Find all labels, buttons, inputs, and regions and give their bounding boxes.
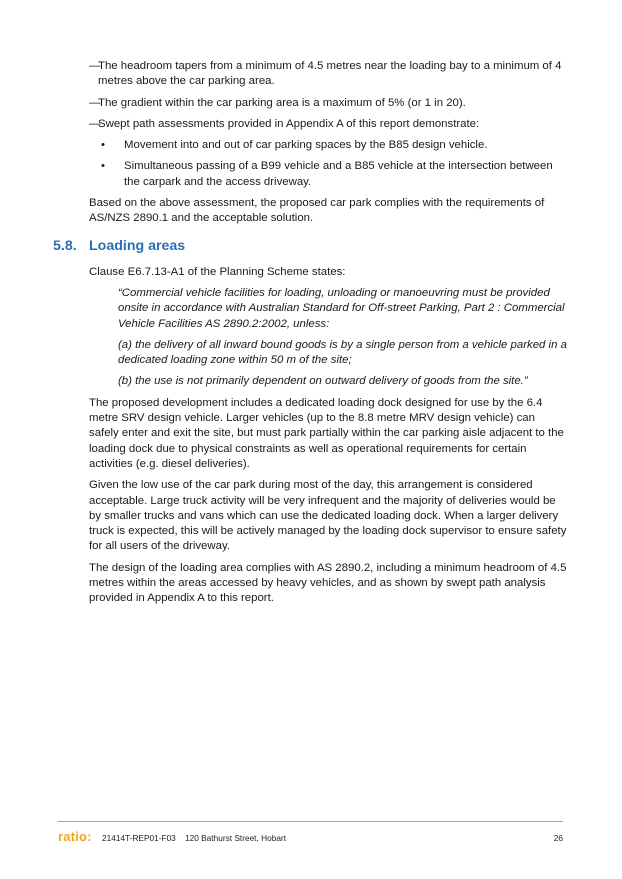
section-heading <box>53 237 567 255</box>
sub-list-item <box>89 138 567 153</box>
quote-paragraph: “Commercial vehicle facilities for loading, unloading or manoeuvring must be provided onsite in accordance with Australian Standard for Off-street Parking, Part 2 : Commercial Vehicle Facilities AS 2890.2:2002, unless: <box>118 286 565 330</box>
list-item <box>89 117 567 132</box>
bullet-marker: • <box>101 160 105 173</box>
list-item <box>89 96 567 111</box>
body-paragraph: The proposed development includes a dedicated loading dock designed for use by the 6.4 metre SRV design vehicle. Larger vehicles (up to the 8.8 metre MRV design vehicle) can safely enter and exit the site, but must park partially within the car parking aisle adjacent to the loading dock due to physical constraints as well as operational requirements for certain activities (e.g. diesel deliveries). <box>89 396 564 470</box>
dash-marker: — <box>89 60 101 72</box>
quote-paragraph: (a) the delivery of all inward bound goods is by a single person from a vehicle parked in a dedicated loading zone within 50 m of the site; <box>118 338 567 367</box>
section-number: 5.8. <box>53 237 77 254</box>
ratio-logo: ratio: <box>58 829 92 844</box>
quote-paragraph: (b) the use is not primarily dependent on outward delivery of goods from the site.” <box>118 375 528 388</box>
section-title: Loading areas <box>89 237 186 254</box>
list-item-text: The headroom tapers from a minimum of 4.5 metres near the loading bay to a minimum of 4 metres above the car parking area. <box>98 60 562 88</box>
document-reference: 21414T-REP01-F03 <box>102 833 176 843</box>
page-content <box>53 59 567 613</box>
bullet-marker: • <box>101 139 105 152</box>
page-number: 26 <box>553 833 563 843</box>
body-paragraph: Given the low use of the car park during most of the day, this arrangement is considered acceptable. Large truck activity will be very infrequent and the majority of deliveries would be by smaller trucks and vans which can use the dedicated loading dock. When a larger delivery truck is expected, this will be actively managed by the loading dock supervisor to ensure safety for all users of the driveway. <box>89 479 567 553</box>
footer-divider <box>58 821 563 822</box>
list-item <box>89 59 567 90</box>
body-paragraph: The design of the loading area complies with AS 2890.2, including a minimum headroom of 4.5 metres within the areas accessed by heavy vehicles, and as shown by swept path analysis provided in Appendix A to this report. <box>89 561 567 605</box>
list-item-text: The gradient within the car parking area is a maximum of 5% (or 1 in 20). <box>98 96 466 109</box>
sub-list-item-text: Simultaneous passing of a B99 vehicle and a B85 vehicle at the intersection between the carpark and the access driveway. <box>124 160 553 188</box>
sub-list-item-text: Movement into and out of car parking spaces by the B85 design vehicle. <box>124 139 488 152</box>
page-footer <box>58 830 563 846</box>
sub-list-item <box>89 159 567 190</box>
clause-intro: Clause E6.7.13-A1 of the Planning Scheme states: <box>89 265 346 278</box>
project-address: 120 Bathurst Street, Hobart <box>185 833 287 843</box>
dash-marker: — <box>89 96 101 109</box>
assessment-paragraph: Based on the above assessment, the proposed car park complies with the requirements of AS/NZS 2890.1 and the acceptable solution. <box>89 197 545 225</box>
list-item-text: Swept path assessments provided in Appendix A of this report demonstrate: <box>98 117 480 130</box>
dash-marker: — <box>89 117 101 130</box>
